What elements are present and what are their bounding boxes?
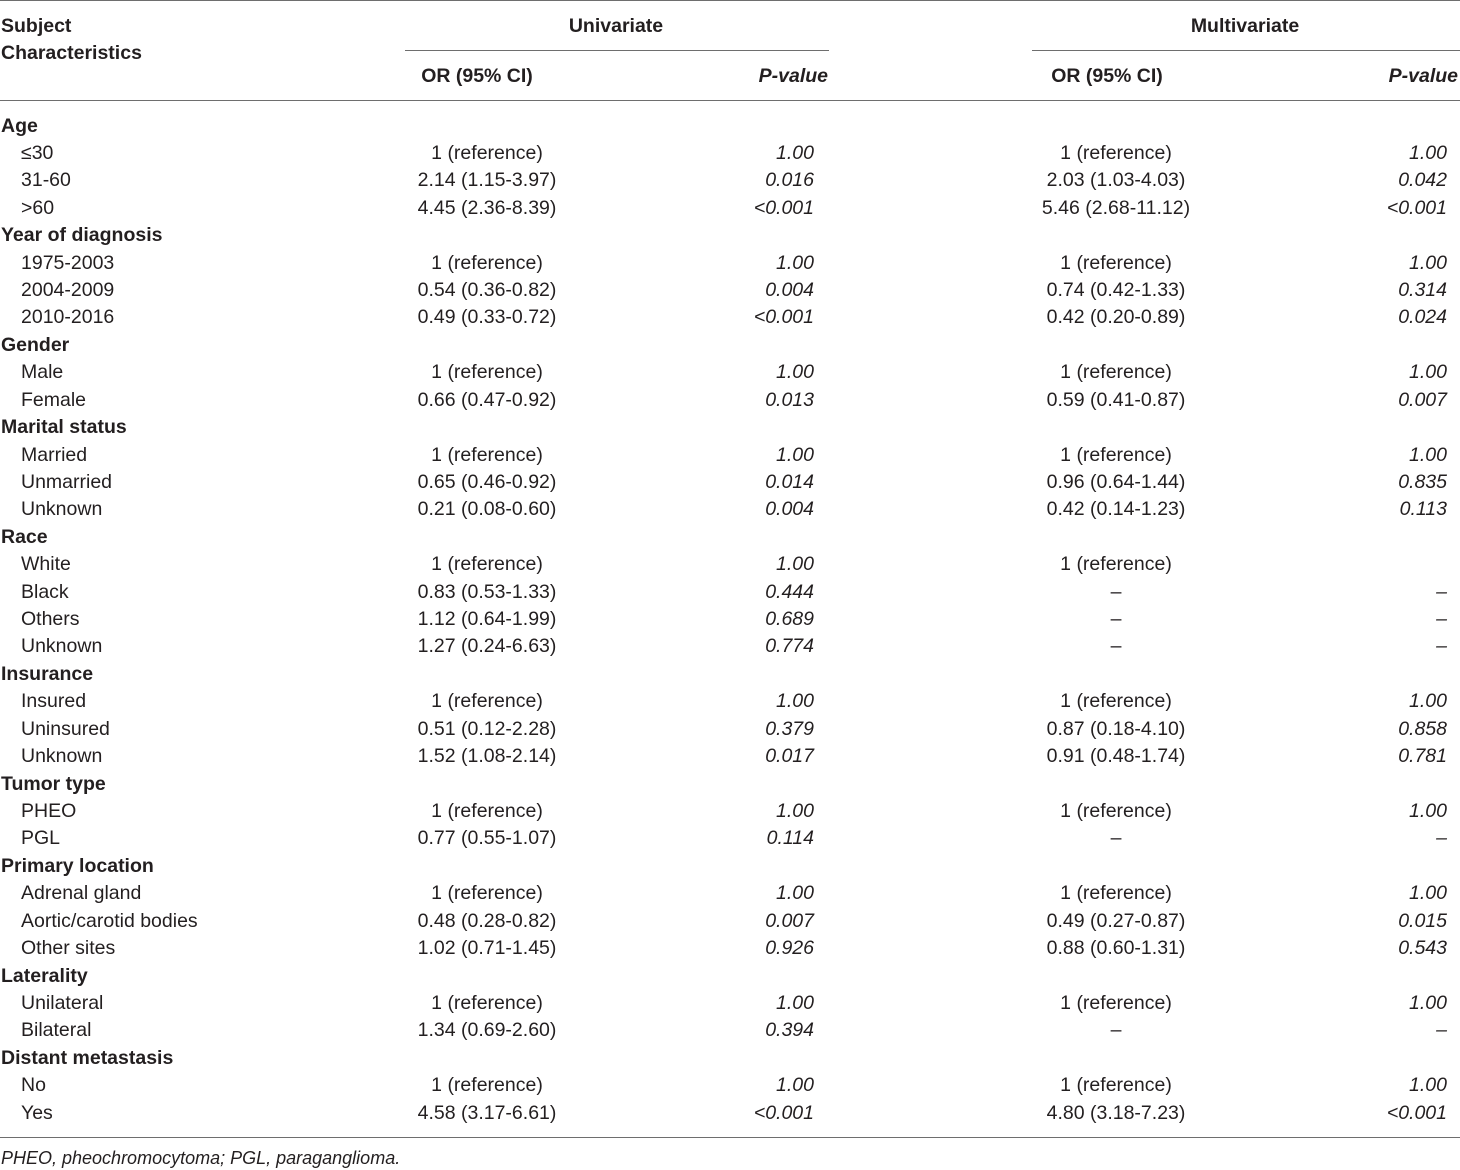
- multivariate-or-cell: 5.46 (2.68-11.12): [1041, 196, 1191, 219]
- multivariate-p-cell: 1.00: [1409, 251, 1447, 274]
- univariate-p-cell: <0.001: [753, 1101, 814, 1124]
- row-label: Unilateral: [21, 991, 104, 1014]
- group-header-row: [0, 332, 1460, 359]
- row-label: Uninsured: [21, 717, 110, 740]
- header-p-value-univariate: P-value: [758, 65, 828, 87]
- table-row: [0, 688, 1460, 715]
- table-row: [0, 1100, 1460, 1127]
- table-row: [0, 633, 1460, 660]
- univariate-p-cell: 0.926: [765, 937, 814, 960]
- univariate-or-cell: 1.12 (0.64-1.99): [417, 608, 557, 631]
- row-label: ≤30: [21, 141, 54, 164]
- multivariate-or-cell: 1 (reference): [1060, 882, 1172, 905]
- univariate-or-cell: 1 (reference): [431, 690, 543, 713]
- univariate-or-cell: 1 (reference): [431, 553, 543, 576]
- row-label: Adrenal gland: [21, 882, 142, 905]
- univariate-p-cell: 1.00: [776, 443, 814, 466]
- group-header-row: [0, 853, 1460, 880]
- row-label: 2010-2016: [21, 306, 115, 329]
- table-row: [0, 496, 1460, 523]
- multivariate-or-cell: 0.42 (0.20-0.89): [1046, 306, 1186, 329]
- multivariate-or-cell: 0.59 (0.41-0.87): [1046, 388, 1186, 411]
- row-label: Insured: [21, 690, 87, 713]
- multivariate-or-cell: 1 (reference): [1060, 443, 1172, 466]
- univariate-p-cell: 0.004: [765, 498, 814, 521]
- table-row: [0, 935, 1460, 962]
- row-label: PHEO: [21, 800, 77, 822]
- univariate-or-cell: 1 (reference): [431, 141, 543, 164]
- univariate-p-cell: 0.379: [765, 717, 814, 740]
- row-group-label: Year of diagnosis: [1, 224, 163, 247]
- group-header-row: [0, 113, 1460, 140]
- row-group-label: Laterality: [1, 964, 88, 987]
- multivariate-p-cell: 0.113: [1399, 498, 1447, 521]
- multivariate-p-cell: 1.00: [1409, 361, 1447, 384]
- header-univariate: Univariate: [568, 15, 664, 37]
- multivariate-p-cell: 0.015: [1398, 909, 1447, 932]
- multivariate-p-cell: 0.858: [1398, 717, 1447, 740]
- table-row: [0, 442, 1460, 469]
- multivariate-or-cell: 2.03 (1.03-4.03): [1046, 169, 1186, 192]
- row-label: 31-60: [21, 169, 71, 192]
- header-subject-line1: Subject: [1, 15, 72, 37]
- table-row: [0, 579, 1460, 606]
- multivariate-p-cell: 0.314: [1398, 279, 1447, 302]
- univariate-or-cell: 1 (reference): [431, 361, 543, 384]
- row-label: Aortic/carotid bodies: [21, 909, 198, 932]
- univariate-or-cell: 0.21 (0.08-0.60): [417, 498, 557, 521]
- multivariate-p-cell: 0.007: [1398, 388, 1447, 411]
- row-label: Others: [21, 608, 80, 631]
- table-row: [0, 743, 1460, 770]
- univariate-p-cell: <0.001: [753, 196, 814, 219]
- univariate-p-cell: 1.00: [776, 361, 814, 384]
- group-header-row: [0, 963, 1460, 990]
- table-row: [0, 387, 1460, 414]
- univariate-or-cell: 1.02 (0.71-1.45): [417, 937, 557, 960]
- header-or-ci-univariate: OR (95% CI): [421, 65, 533, 87]
- univariate-p-cell: 0.114: [766, 827, 814, 850]
- table-row: [0, 990, 1460, 1017]
- multivariate-or-cell: 1 (reference): [1060, 1074, 1172, 1097]
- group-header-row: [0, 414, 1460, 441]
- univariate-or-cell: 0.48 (0.28-0.82): [417, 909, 557, 932]
- row-label: White: [21, 553, 71, 576]
- univariate-or-cell: 0.77 (0.55-1.07): [417, 827, 557, 850]
- multivariate-p-cell: <0.001: [1386, 196, 1447, 219]
- table-row: [0, 1017, 1460, 1044]
- univariate-p-cell: 1.00: [776, 991, 814, 1014]
- table-row: [0, 140, 1460, 167]
- univariate-or-cell: 1 (reference): [431, 991, 543, 1014]
- multivariate-or-cell: 0.87 (0.18-4.10): [1046, 717, 1186, 740]
- row-label: Unknown: [21, 635, 103, 658]
- table-row: [0, 825, 1460, 852]
- table-row: [0, 798, 1460, 825]
- row-label: Unknown: [21, 498, 103, 521]
- header-multivariate: Multivariate: [1190, 15, 1300, 37]
- univariate-or-cell: 0.49 (0.33-0.72): [417, 306, 557, 329]
- row-label: 2004-2009: [21, 279, 115, 302]
- table-row: [0, 304, 1460, 331]
- row-label: Married: [21, 443, 88, 466]
- row-label: Female: [21, 388, 87, 411]
- multivariate-p-cell: –: [1436, 635, 1447, 658]
- multivariate-p-cell: <0.001: [1386, 1101, 1447, 1124]
- multivariate-p-cell: 1.00: [1409, 690, 1447, 713]
- univariate-p-cell: 1.00: [776, 251, 814, 274]
- group-header-row: [0, 661, 1460, 688]
- univariate-or-cell: 0.65 (0.46-0.92): [417, 470, 557, 493]
- univariate-p-cell: 0.689: [765, 608, 814, 631]
- row-group-label: Tumor type: [1, 772, 106, 795]
- multivariate-or-cell: 1 (reference): [1060, 553, 1172, 576]
- univariate-p-cell: 0.004: [765, 279, 814, 302]
- univariate-or-cell: 1.27 (0.24-6.63): [417, 635, 557, 658]
- multivariate-p-cell: 0.781: [1398, 745, 1447, 768]
- table-top-rule: [0, 0, 1460, 1]
- univariate-p-cell: 1.00: [776, 882, 814, 905]
- table-row: [0, 469, 1460, 496]
- row-label: Unknown: [21, 745, 103, 768]
- univariate-or-cell: 1 (reference): [431, 443, 543, 466]
- table-row: [0, 359, 1460, 386]
- multivariate-or-cell: –: [1110, 580, 1122, 603]
- multivariate-or-cell: 0.96 (0.64-1.44): [1046, 470, 1186, 493]
- multivariate-p-cell: –: [1436, 1019, 1447, 1042]
- univariate-or-cell: 1 (reference): [431, 882, 543, 905]
- group-header-row: [0, 771, 1460, 798]
- multivariate-or-cell: –: [1110, 827, 1122, 850]
- row-label: Male: [21, 361, 64, 384]
- univariate-or-cell: 2.14 (1.15-3.97): [417, 169, 557, 192]
- multivariate-or-cell: 1 (reference): [1060, 251, 1172, 274]
- univariate-or-cell: 0.66 (0.47-0.92): [417, 388, 557, 411]
- univariate-p-cell: 0.016: [765, 169, 814, 192]
- univariate-p-cell: 1.00: [776, 690, 814, 713]
- univariate-p-cell: 1.00: [776, 800, 814, 822]
- multivariate-or-cell: 0.74 (0.42-1.33): [1046, 279, 1186, 302]
- table-row: [0, 908, 1460, 935]
- row-label: >60: [21, 196, 55, 219]
- header-p-value-multivariate: P-value: [1388, 65, 1458, 87]
- multivariate-or-cell: 0.49 (0.27-0.87): [1046, 909, 1186, 932]
- univariate-p-cell: 0.017: [765, 745, 814, 768]
- univariate-p-cell: 0.014: [765, 470, 814, 493]
- row-group-label: Insurance: [1, 662, 94, 685]
- table-bottom-rule: [0, 1137, 1460, 1138]
- table-footnote: PHEO, pheochromocytoma; PGL, paraganglioma.: [1, 1148, 401, 1168]
- multivariate-or-cell: –: [1110, 635, 1122, 658]
- header-or-ci-multivariate: OR (95% CI): [1051, 65, 1163, 87]
- univariate-p-cell: 0.007: [765, 909, 814, 932]
- multivariate-p-cell: –: [1436, 608, 1447, 631]
- table-row: [0, 195, 1460, 222]
- row-label: No: [21, 1074, 46, 1097]
- multivariate-span-rule: [1032, 50, 1460, 51]
- row-label: Other sites: [21, 937, 116, 960]
- group-header-row: [0, 222, 1460, 249]
- row-label: Bilateral: [21, 1019, 92, 1042]
- multivariate-or-cell: 1 (reference): [1060, 361, 1172, 384]
- univariate-or-cell: 1.34 (0.69-2.60): [417, 1019, 557, 1042]
- univariate-or-cell: 1 (reference): [431, 800, 543, 822]
- multivariate-or-cell: 0.88 (0.60-1.31): [1046, 937, 1186, 960]
- univariate-or-cell: 1.52 (1.08-2.14): [417, 745, 557, 768]
- multivariate-p-cell: 1.00: [1409, 882, 1447, 905]
- row-group-label: Marital status: [1, 416, 127, 439]
- multivariate-or-cell: 1 (reference): [1060, 800, 1172, 822]
- univariate-p-cell: 1.00: [776, 553, 814, 576]
- table-row: [0, 606, 1460, 633]
- univariate-p-cell: 1.00: [776, 1074, 814, 1097]
- multivariate-p-cell: 1.00: [1409, 800, 1447, 822]
- multivariate-or-cell: –: [1110, 608, 1122, 631]
- univariate-or-cell: 1 (reference): [431, 1074, 543, 1097]
- multivariate-or-cell: 4.80 (3.18-7.23): [1046, 1101, 1186, 1124]
- univariate-p-cell: 0.394: [765, 1019, 814, 1042]
- table-row: [0, 1072, 1460, 1099]
- univariate-p-cell: 0.444: [765, 580, 814, 603]
- multivariate-or-cell: –: [1110, 1019, 1122, 1042]
- row-group-label: Age: [1, 114, 38, 137]
- row-label: Yes: [21, 1101, 53, 1124]
- header-bottom-rule: [0, 100, 1460, 101]
- univariate-or-cell: 0.51 (0.12-2.28): [417, 717, 557, 740]
- table-row: [0, 277, 1460, 304]
- univariate-p-cell: <0.001: [753, 306, 814, 329]
- table-row: [0, 167, 1460, 194]
- row-label: Black: [21, 580, 69, 603]
- univariate-span-rule: [405, 50, 829, 51]
- multivariate-p-cell: 0.042: [1398, 169, 1447, 192]
- group-header-row: [0, 1045, 1460, 1072]
- univariate-p-cell: 1.00: [776, 141, 814, 164]
- table-row: [0, 250, 1460, 277]
- header-subject-line2: Characteristics: [1, 42, 142, 64]
- row-group-label: Distant metastasis: [1, 1046, 174, 1069]
- row-group-label: Gender: [1, 333, 70, 356]
- multivariate-or-cell: 1 (reference): [1060, 991, 1172, 1014]
- row-group-label: Primary location: [1, 854, 154, 877]
- row-label: PGL: [21, 827, 61, 850]
- row-label: Unmarried: [21, 470, 113, 493]
- multivariate-or-cell: 1 (reference): [1060, 141, 1172, 164]
- table-row: [0, 551, 1460, 578]
- group-header-row: [0, 524, 1460, 551]
- row-group-label: Race: [1, 525, 48, 548]
- univariate-or-cell: 4.45 (2.36-8.39): [417, 196, 557, 219]
- table-row: [0, 880, 1460, 907]
- multivariate-p-cell: 0.835: [1398, 470, 1447, 493]
- row-label: 1975-2003: [21, 251, 115, 274]
- multivariate-or-cell: 0.91 (0.48-1.74): [1046, 745, 1186, 768]
- multivariate-p-cell: 1.00: [1409, 991, 1447, 1014]
- multivariate-p-cell: –: [1436, 827, 1447, 850]
- multivariate-p-cell: 0.543: [1398, 937, 1447, 960]
- univariate-p-cell: 0.774: [765, 635, 814, 658]
- multivariate-p-cell: –: [1436, 580, 1447, 603]
- multivariate-or-cell: 0.42 (0.14-1.23): [1046, 498, 1186, 521]
- multivariate-p-cell: 1.00: [1409, 141, 1447, 164]
- multivariate-p-cell: 1.00: [1409, 1074, 1447, 1097]
- univariate-or-cell: 0.83 (0.53-1.33): [417, 580, 557, 603]
- table-row: [0, 716, 1460, 743]
- multivariate-or-cell: 1 (reference): [1060, 690, 1172, 713]
- univariate-or-cell: 0.54 (0.36-0.82): [417, 279, 557, 302]
- univariate-or-cell: 1 (reference): [431, 251, 543, 274]
- multivariate-p-cell: 0.024: [1398, 306, 1447, 329]
- univariate-or-cell: 4.58 (3.17-6.61): [417, 1101, 557, 1124]
- multivariate-p-cell: 1.00: [1409, 443, 1447, 466]
- univariate-p-cell: 0.013: [765, 388, 814, 411]
